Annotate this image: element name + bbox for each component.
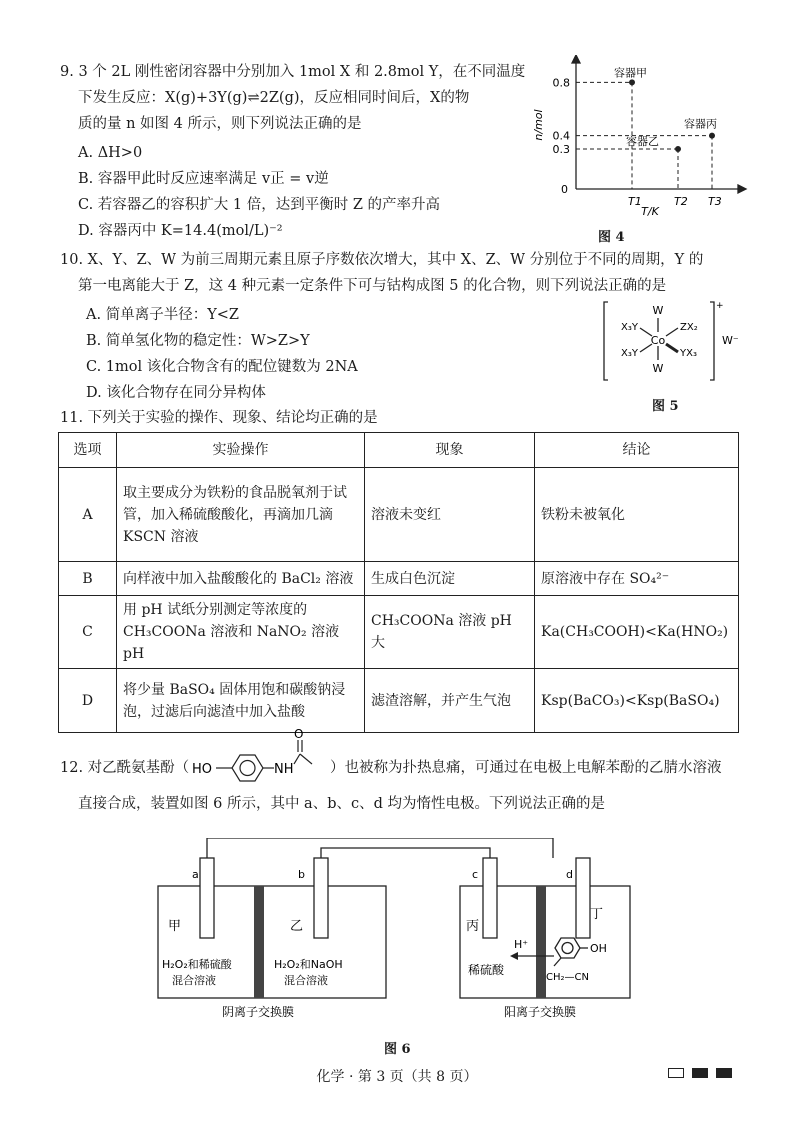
row-b-conclusion: 原溶液中存在 SO₄²⁻ <box>535 562 739 596</box>
q12-line-1a: 12. 对乙酰氨基酚（ <box>60 760 190 776</box>
row-d-conclusion: Ksp(BaCO₃)<Ksp(BaSO₄) <box>535 669 739 733</box>
solution-right: 稀硫酸 <box>468 963 505 977</box>
y-axis-arrow <box>572 55 580 63</box>
struct-nh: NH <box>274 762 294 777</box>
electrode-d <box>576 858 590 938</box>
counter-ion: W⁻ <box>722 334 739 347</box>
ligand-bottom: W <box>652 362 664 375</box>
x-tick-label: T2 <box>674 195 688 208</box>
header-phenomenon: 现象 <box>365 433 535 468</box>
point-label: 容器乙 <box>626 135 659 148</box>
y-tick-label: 0.4 <box>552 129 570 143</box>
anion-membrane <box>254 886 264 998</box>
table-row <box>59 562 739 596</box>
data-point <box>629 79 635 85</box>
row-c-conclusion: Ka(CH₃COOH)<Ka(HNO₂) <box>535 596 739 669</box>
header-option: 选项 <box>59 433 117 468</box>
label-c: c <box>472 868 479 881</box>
ligand-right-bottom: YX₃ <box>680 348 697 359</box>
electrode-a <box>200 858 214 938</box>
footer-mark-solid-1 <box>692 1068 708 1078</box>
cobalt-center: Co <box>650 334 666 347</box>
page-footer: 化学 · 第 3 页（共 8 页） <box>316 1069 478 1085</box>
row-d-phenomenon: 滤渣溶解，并产生气泡 <box>365 669 535 733</box>
solution-mid-1: H₂O₂和NaOH <box>274 958 343 971</box>
acetonitrile-label: CH₂—CN <box>546 972 589 983</box>
figure-5-structure <box>598 300 746 388</box>
q9-line-1: 9. 3 个 2L 刚性密闭容器中分别加入 1mol X 和 2.8mol Y，在不同温度 <box>60 64 526 80</box>
x-axis-label: T/K <box>641 205 659 218</box>
q9-line-3: 质的量 n 如图 4 所示，则下列说法正确的是 <box>78 116 362 132</box>
cell-yi: 乙 <box>290 919 304 934</box>
struct-o: O <box>294 728 304 741</box>
q12-line-2: 直接合成，装置如图 6 所示，其中 a、b、c、d 均为惰性电极。下列说法正确的是 <box>78 796 605 812</box>
solution-mid-2: 混合溶液 <box>284 974 328 987</box>
row-c-phenomenon: CH₃COONa 溶液 pH 大 <box>365 596 535 669</box>
cell-bing: 丙 <box>466 919 480 934</box>
table-row <box>59 468 739 562</box>
label-d: d <box>566 868 573 881</box>
table-header-row <box>59 433 739 468</box>
cell-ding: 丁 <box>590 907 604 922</box>
paracetamol-structure <box>188 728 328 784</box>
q9-option-c: C. 若容器乙的容积扩大 1 倍，达到平衡时 Z 的产率升高 <box>78 197 441 213</box>
footer-mark-solid-2 <box>716 1068 732 1078</box>
membrane-right-label: 阳离子交换膜 <box>504 1005 577 1019</box>
phenol-oh: OH <box>590 942 607 955</box>
cation-membrane <box>536 886 546 998</box>
row-a-option: A <box>59 468 117 562</box>
q10-option-d: D. 该化合物存在同分异构体 <box>86 385 266 401</box>
struct-ho: HO <box>192 762 213 777</box>
row-c-operation: 用 pH 试纸分别测定等浓度的 CH₃COONa 溶液和 NaNO₂ 溶液 pH <box>117 596 365 669</box>
x-axis-arrow <box>738 185 746 193</box>
q10-line-1: 10. X、Y、Z、W 为前三周期元素且原子序数依次增大，其中 X、Z、W 分别位于不同的周期，Y 的 <box>60 252 704 268</box>
row-b-phenomenon: 生成白色沉淀 <box>365 562 535 596</box>
figure-4-chart <box>520 55 750 245</box>
label-b: b <box>298 868 305 881</box>
ligand-top: W <box>652 304 664 317</box>
electrode-b <box>314 858 328 938</box>
figure-6-apparatus <box>150 838 650 1038</box>
data-point <box>675 146 681 152</box>
y-axis-label: n/mol <box>532 109 545 141</box>
complex-charge: + <box>716 301 724 311</box>
q9-option-d: D. 容器丙中 K=14.4(mol/L)⁻² <box>78 223 283 239</box>
right-bracket <box>710 302 714 380</box>
q9-line-2: 下发生反应：X(g)+3Y(g)⇌2Z(g)，反应相同时间后，X的物 <box>78 90 470 106</box>
x-tick-label: T1 <box>628 195 642 208</box>
point-label: 容器丙 <box>684 117 717 131</box>
row-b-operation: 向样液中加入盐酸酸化的 BaCl₂ 溶液 <box>117 562 365 596</box>
ion-label: H⁺ <box>514 938 529 951</box>
aromatic-circle <box>240 761 255 776</box>
table-row <box>59 596 739 669</box>
q10-option-b: B. 简单氢化物的稳定性：W>Z>Y <box>86 333 310 349</box>
point-label: 容器甲 <box>614 66 647 80</box>
row-d-operation: 将少量 BaSO₄ 固体用饱和碳酸钠浸泡，过滤后向滤渣中加入盐酸 <box>117 669 365 733</box>
solution-left-1: H₂O₂和稀硫酸 <box>162 958 232 971</box>
solution-left-2: 混合溶液 <box>172 974 216 987</box>
figure-5-caption: 图 5 <box>652 399 679 414</box>
phenol-ring <box>555 938 580 958</box>
row-a-phenomenon: 溶液未变红 <box>365 468 535 562</box>
table-row <box>59 669 739 733</box>
q10-option-a: A. 简单离子半径：Y<Z <box>86 307 239 323</box>
membrane-left-label: 阴离子交换膜 <box>222 1005 295 1019</box>
inner-wire <box>321 848 490 858</box>
row-a-conclusion: 铁粉未被氧化 <box>535 468 739 562</box>
ligand-left-top: X₃Y <box>621 322 638 333</box>
q9-option-b: B. 容器甲此时反应速率满足 v正 = v逆 <box>78 171 329 187</box>
q9-option-a: A. ΔH>0 <box>78 145 143 161</box>
header-conclusion: 结论 <box>535 433 739 468</box>
row-b-option: B <box>59 562 117 596</box>
left-bracket <box>604 302 608 380</box>
ligand-left-bottom: X₃Y <box>621 348 638 359</box>
y-tick-label: 0.3 <box>552 143 570 156</box>
x-tick-label: T3 <box>708 195 722 208</box>
q11-stem: 11. 下列关于实验的操作、现象、结论均正确的是 <box>60 410 378 426</box>
q12-line-1b: ）也被称为扑热息痛，可通过在电极上电解苯酚的乙腈水溶液 <box>330 760 722 776</box>
figure-6-caption: 图 6 <box>384 1042 411 1057</box>
benzene-ring <box>232 755 263 781</box>
cell-jia: 甲 <box>168 919 182 934</box>
row-d-option: D <box>59 669 117 733</box>
header-operation: 实验操作 <box>117 433 365 468</box>
q10-line-2: 第一电离能大于 Z，这 4 种元素一定条件下可与钴构成图 5 的化合物，则下列说法正确的是 <box>78 278 667 294</box>
y-tick-label: 0.8 <box>552 76 570 90</box>
figure-4-caption: 图 4 <box>598 230 625 245</box>
label-a: a <box>192 868 199 881</box>
experiment-table <box>58 432 739 733</box>
data-point <box>709 133 715 139</box>
origin-label: 0 <box>561 183 568 196</box>
q10-option-c: C. 1mol 该化合物含有的配位键数为 2NA <box>86 359 358 375</box>
electrode-c <box>483 858 497 938</box>
row-c-option: C <box>59 596 117 669</box>
footer-mark-box <box>668 1068 684 1078</box>
ligand-right-top: ZX₂ <box>680 322 698 333</box>
row-a-operation: 取主要成分为铁粉的食品脱氧剂于试管，加入稀硫酸酸化，再滴加几滴 KSCN 溶液 <box>117 468 365 562</box>
